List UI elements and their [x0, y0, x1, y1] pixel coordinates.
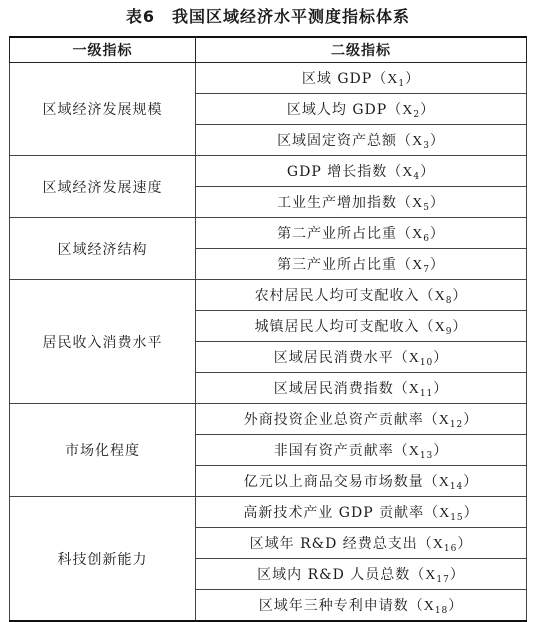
indicator-close-paren: ）	[429, 226, 445, 242]
first-level-indicator: 科技创新能力	[10, 497, 196, 622]
second-level-indicator	[196, 404, 527, 435]
indicator-subscript: 14	[449, 482, 464, 492]
first-level-indicator: 市场化程度	[10, 404, 196, 497]
indicator-variable: X	[387, 72, 399, 87]
table-body	[10, 63, 527, 622]
indicator-close-paren: ）	[448, 598, 464, 614]
indicator-subscript: 1	[398, 79, 406, 89]
indicator-subscript: 15	[450, 513, 464, 523]
indicator-variable: X	[434, 289, 446, 304]
indicator-label: 城镇居民人均可支配收入（	[254, 319, 435, 335]
first-level-indicator: 区域经济发展速度	[10, 156, 196, 218]
indicator-label: 区域居民消费水平（	[273, 350, 409, 366]
second-level-indicator	[196, 590, 527, 622]
indicator-label: 第三产业所占比重（	[277, 257, 413, 273]
indicator-close-paren: ）	[433, 350, 449, 366]
indicator-variable: X	[402, 103, 414, 118]
indicator-variable: X	[438, 413, 450, 428]
table-row	[10, 63, 527, 94]
indicator-subscript: 11	[419, 389, 434, 399]
indicator-close-paren: ）	[463, 474, 479, 490]
indicator-subscript: 4	[413, 172, 421, 182]
indicator-subscript: 7	[423, 265, 430, 275]
indicator-table	[9, 36, 527, 622]
indicator-close-paren: ）	[449, 567, 465, 583]
second-level-indicator	[196, 156, 527, 187]
second-level-indicator	[196, 187, 527, 218]
indicator-label: 区域年 R&D 经费总支出（	[249, 536, 433, 552]
indicator-variable: X	[432, 537, 444, 552]
indicator-subscript: 3	[423, 141, 430, 151]
indicator-subscript: 2	[413, 110, 421, 120]
second-level-indicator	[196, 497, 527, 528]
indicator-close-paren: ）	[433, 443, 449, 459]
indicator-close-paren: ）	[405, 71, 421, 87]
indicator-variable: X	[408, 382, 420, 397]
second-level-indicator	[196, 63, 527, 94]
indicator-close-paren: ）	[420, 164, 436, 180]
indicator-variable: X	[408, 444, 420, 459]
indicator-close-paren: ）	[452, 319, 468, 335]
indicator-close-paren: ）	[457, 536, 473, 552]
indicator-label: GDP 增长指数（	[286, 164, 403, 180]
indicator-variable: X	[434, 320, 446, 335]
second-level-indicator	[196, 466, 527, 497]
second-level-indicator	[196, 373, 527, 404]
indicator-variable: X	[402, 165, 414, 180]
second-level-indicator	[196, 280, 527, 311]
indicator-variable: X	[412, 258, 424, 273]
indicator-close-paren: ）	[420, 102, 436, 118]
first-level-indicator: 居民收入消费水平	[10, 280, 196, 404]
indicator-close-paren: ）	[429, 133, 445, 149]
indicator-label: 区域年三种专利申请数（	[258, 598, 424, 614]
indicator-subscript: 6	[423, 234, 430, 244]
indicator-label: 高新技术产业 GDP 贡献率（	[243, 505, 440, 521]
indicator-label: 区域人均 GDP（	[286, 102, 403, 118]
second-level-indicator	[196, 125, 527, 156]
indicator-label: 亿元以上商品交易市场数量（	[243, 474, 439, 490]
indicator-variable: X	[408, 351, 420, 366]
indicator-label: 农村居民人均可支配收入（	[254, 288, 435, 304]
indicator-variable: X	[412, 196, 424, 211]
indicator-subscript: 12	[449, 420, 464, 430]
indicator-label: 第二产业所占比重（	[277, 226, 413, 242]
indicator-variable: X	[412, 227, 424, 242]
indicator-label: 非国有资产贡献率（	[273, 443, 409, 459]
indicator-subscript: 10	[419, 358, 434, 368]
indicator-subscript: 13	[419, 451, 434, 461]
indicator-close-paren: ）	[452, 288, 468, 304]
header-second-level: 二级指标	[196, 37, 527, 63]
second-level-indicator	[196, 435, 527, 466]
table-row	[10, 156, 527, 187]
indicator-label: 区域固定资产总额（	[277, 133, 413, 149]
table-row	[10, 218, 527, 249]
indicator-variable: X	[412, 134, 424, 149]
indicator-subscript: 5	[423, 203, 430, 213]
second-level-indicator	[196, 528, 527, 559]
indicator-label: 外商投资企业总资产贡献率（	[243, 412, 439, 428]
indicator-subscript: 18	[434, 606, 449, 616]
second-level-indicator	[196, 249, 527, 280]
indicator-label: 区域居民消费指数（	[273, 381, 409, 397]
indicator-close-paren: ）	[429, 257, 445, 273]
indicator-subscript: 16	[443, 544, 458, 554]
indicator-subscript: 8	[445, 296, 453, 306]
indicator-variable: X	[423, 599, 435, 614]
table-row	[10, 404, 527, 435]
indicator-close-paren: ）	[429, 195, 445, 211]
indicator-label: 工业生产增加指数（	[277, 195, 413, 211]
second-level-indicator	[196, 218, 527, 249]
first-level-indicator: 区域经济结构	[10, 218, 196, 280]
second-level-indicator	[196, 559, 527, 590]
second-level-indicator	[196, 342, 527, 373]
second-level-indicator	[196, 94, 527, 125]
indicator-close-paren: ）	[463, 505, 479, 521]
first-level-indicator: 区域经济发展规模	[10, 63, 196, 156]
table-row	[10, 280, 527, 311]
header-row	[10, 37, 527, 63]
table-row	[10, 497, 527, 528]
indicator-subscript: 9	[445, 327, 453, 337]
header-first-level: 一级指标	[10, 37, 196, 63]
indicator-close-paren: ）	[433, 381, 449, 397]
second-level-indicator	[196, 311, 527, 342]
indicator-label: 区域 GDP（	[301, 71, 388, 87]
indicator-subscript: 17	[436, 575, 450, 585]
indicator-label: 区域内 R&D 人员总数（	[257, 567, 426, 583]
indicator-variable: X	[439, 506, 451, 521]
indicator-variable: X	[438, 475, 450, 490]
indicator-variable: X	[425, 568, 437, 583]
indicator-close-paren: ）	[463, 412, 479, 428]
table-caption: 表6 我国区域经济水平测度指标体系	[125, 7, 411, 26]
